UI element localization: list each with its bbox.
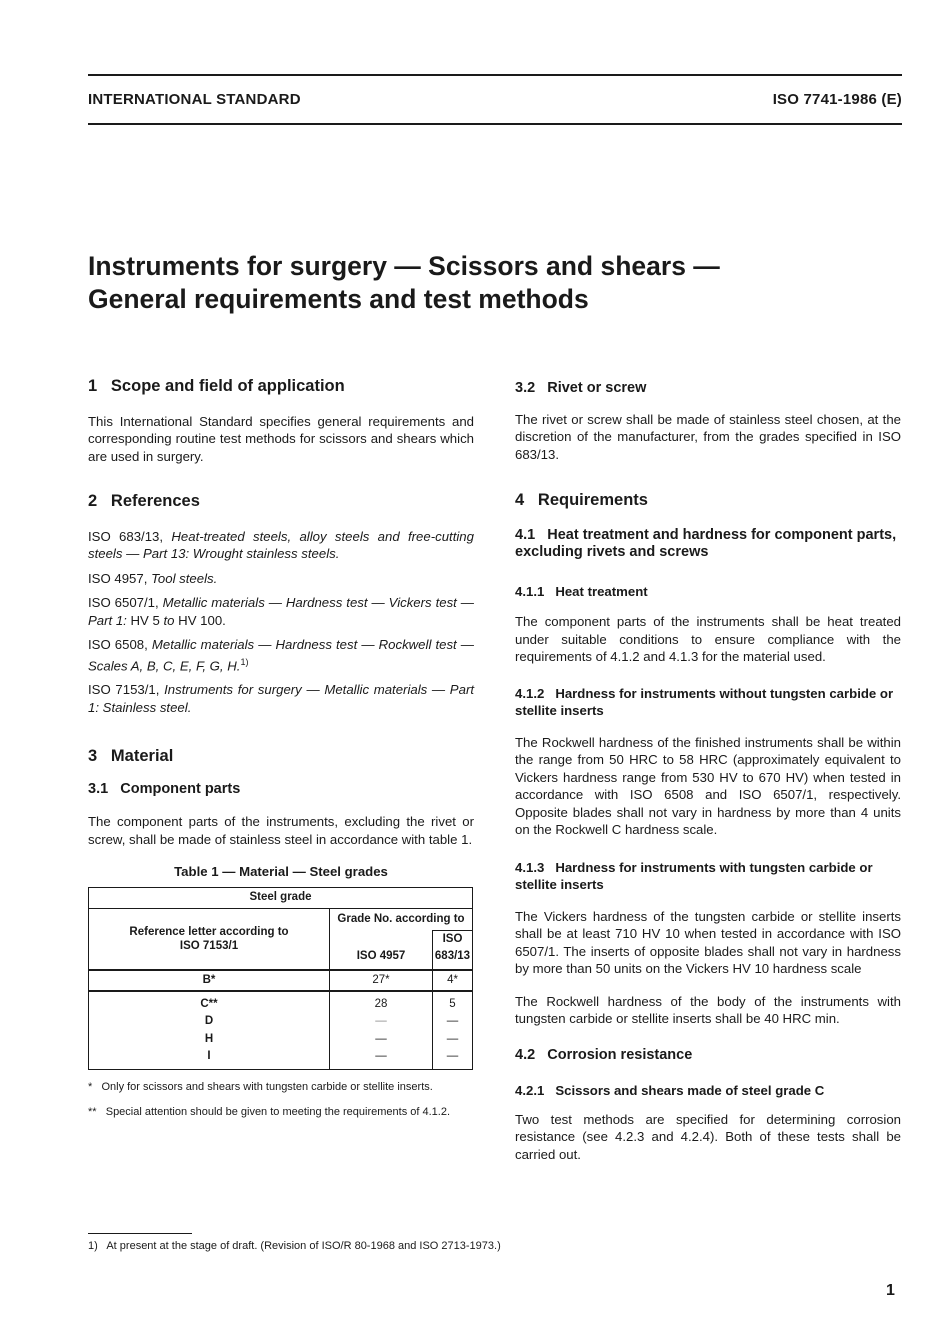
header-left: INTERNATIONAL STANDARD xyxy=(88,91,301,108)
section-4-2-1-body: Two test methods are specified for determining corrosion resistance (see 4.2.3 and 4.2.4). Both of these tests shall be carried out. xyxy=(515,1111,901,1162)
page-number: 1 xyxy=(886,1282,895,1299)
section-4-heading: 4 Requirements xyxy=(515,491,648,509)
ref-id: ISO 6508, xyxy=(88,637,148,652)
reference-item xyxy=(88,528,474,563)
ref-title: Tool steels. xyxy=(151,570,218,586)
title-line-1: Instruments for surgery — Scissors and shears — xyxy=(88,251,720,281)
section-2-heading: 2 References xyxy=(88,492,200,510)
table-cell-iso683: — xyxy=(433,1013,473,1031)
footnote-rule xyxy=(88,1233,192,1234)
header-rule xyxy=(88,123,902,125)
top-rule xyxy=(88,74,902,76)
right-column xyxy=(515,380,901,1163)
table-header-iso4957: ISO 4957 xyxy=(330,930,433,970)
table-cell-iso683: 4* xyxy=(433,970,473,991)
table-cell-letter: H xyxy=(89,1031,330,1049)
document-title xyxy=(88,250,720,316)
table-cell-letter: B* xyxy=(89,970,330,991)
section-4-1-1-heading: 4.1.1 Heat treatment xyxy=(515,583,648,599)
reference-item xyxy=(88,636,474,674)
table-header-reference-letter: Reference letter according to ISO 7153/1 xyxy=(89,908,330,970)
ref-id: ISO 7153/1, xyxy=(88,682,160,698)
table-cell-iso683: — xyxy=(433,1031,473,1049)
reference-item xyxy=(88,681,474,716)
ref-title: Metallic materials — Hardness test — Rockwell test — Scales A, B, C, E, F, G, H. xyxy=(88,637,474,673)
table-row xyxy=(89,991,473,1014)
ref-id: ISO 4957, xyxy=(88,570,148,586)
table-cell-letter: I xyxy=(89,1048,330,1069)
ref-title: Instruments for surgery — Metallic materials — Part 1: Stainless steel. xyxy=(88,682,474,715)
ref-title: Heat-treated steels, alloy steels and free-cutting steels — Part 13: Wrought stainless steels. xyxy=(88,528,474,561)
section-4-1-2-heading: 4.1.2 Hardness for instruments without tungsten carbide or stellite inserts xyxy=(515,685,897,718)
table-row xyxy=(89,1048,473,1069)
reference-item xyxy=(88,594,474,629)
title-line-2: General requirements and test methods xyxy=(88,284,589,314)
section-3-1-heading: 3.1 Component parts xyxy=(88,780,241,797)
table-cell-letter: C** xyxy=(89,991,330,1014)
section-4-1-1-body: The component parts of the instruments shall be heat treated under suitable conditions to ensure compliance with the requirements of 4.1.2 and 4.1.3 for the material used. xyxy=(515,614,901,664)
table-group-header: Steel grade xyxy=(89,887,473,908)
section-4-2-1-heading: 4.2.1 Scissors and shears made of steel grade C xyxy=(515,1083,825,1098)
table-row xyxy=(89,1013,473,1031)
section-4-1-3-body-2: The Rockwell hardness of the body of the instruments with tungsten carbide or stellite inserts shall be 40 HRC min. xyxy=(515,993,901,1026)
ref-title: Metallic materials — Hardness test — Vickers test — Part 1: xyxy=(88,595,474,628)
reference-item xyxy=(88,570,474,588)
ref-id: ISO 683/13, xyxy=(88,528,164,544)
table-note-2: ** Special attention should be given to meeting the requirements of 4.1.2. xyxy=(88,1105,451,1118)
table-header-grade-no: Grade No. according to xyxy=(330,908,473,930)
section-4-1-heading: 4.1 Heat treatment and hardness for component parts, excluding rivets and screws xyxy=(515,526,901,560)
section-4-1-3-heading: 4.1.3 Hardness for instruments with tungsten carbide or stellite inserts xyxy=(515,859,877,892)
table-cell-iso4957: 28 xyxy=(330,991,433,1014)
left-column xyxy=(88,378,474,1120)
section-4-2-heading: 4.2 Corrosion resistance xyxy=(515,1046,693,1063)
table-cell-iso683: — xyxy=(433,1048,473,1069)
table-cell-iso4957: — xyxy=(330,1048,433,1069)
ref-tail: HV 5 xyxy=(126,612,164,628)
table-row xyxy=(89,970,473,991)
footnote: 1) At present at the stage of draft. (Revision of ISO/R 80-1968 and ISO 2713-1973.) xyxy=(88,1240,501,1252)
table-1 xyxy=(88,887,473,1070)
header-right: ISO 7741-1986 (E) xyxy=(772,91,902,108)
section-1-heading: 1 Scope and field of application xyxy=(88,377,345,395)
table-note-1: * Only for scissors and shears with tungsten carbide or stellite inserts. xyxy=(88,1080,433,1093)
table-1-caption: Table 1 — Material — Steel grades xyxy=(174,864,388,880)
section-1-body: This International Standard specifies general requirements and corresponding routine test methods for scissors and shears which are used in surgery. xyxy=(88,413,474,464)
section-3-2-heading: 3.2 Rivet or screw xyxy=(515,380,647,396)
table-cell-iso4957: — xyxy=(330,1031,433,1049)
ref-tail-2: HV 100. xyxy=(174,612,226,628)
section-3-1-body: The component parts of the instruments, excluding the rivet or screw, shall be made of stainless steel in accordance with table 1. xyxy=(88,814,474,847)
section-4-1-3-body-1: The Vickers hardness of the tungsten carbide or stellite inserts shall be at least 710 HV 10 when tested in accordance with ISO 6507/1. The inserts of opposite blades shall not vary in hardness by more than 50 units on the Vickers HV 10 hardness scale xyxy=(515,908,901,976)
section-3-2-body: The rivet or screw shall be made of stainless steel chosen, at the discretion of the manufacturer, from the grades specified in ISO 683/13. xyxy=(515,411,901,462)
table-cell-iso4957: — xyxy=(330,1013,433,1031)
ref-title-2: to xyxy=(163,612,175,628)
ref-id: ISO 6507/1, xyxy=(88,595,159,610)
footnote-marker: 1) xyxy=(240,656,249,667)
table-header-iso683: ISO 683/13 xyxy=(433,930,473,970)
table-cell-iso683: 5 xyxy=(433,991,473,1014)
table-row xyxy=(89,1031,473,1049)
table-cell-iso4957: 27* xyxy=(330,970,433,991)
table-cell-letter: D xyxy=(89,1013,330,1031)
section-3-heading: 3 Material xyxy=(88,747,174,766)
section-4-1-2-body: The Rockwell hardness of the finished instruments shall be within the range from 50 HRC to 58 HRC (approximately equivalent to Vickers hardness range from 530 HV to 670 HV) when tested in accordance with ISO 6508 and ISO 6507/1, respectively. Opposite blades shall not vary in hardness by more than 4 units on the Rockwell C hardness scale. xyxy=(515,734,901,837)
